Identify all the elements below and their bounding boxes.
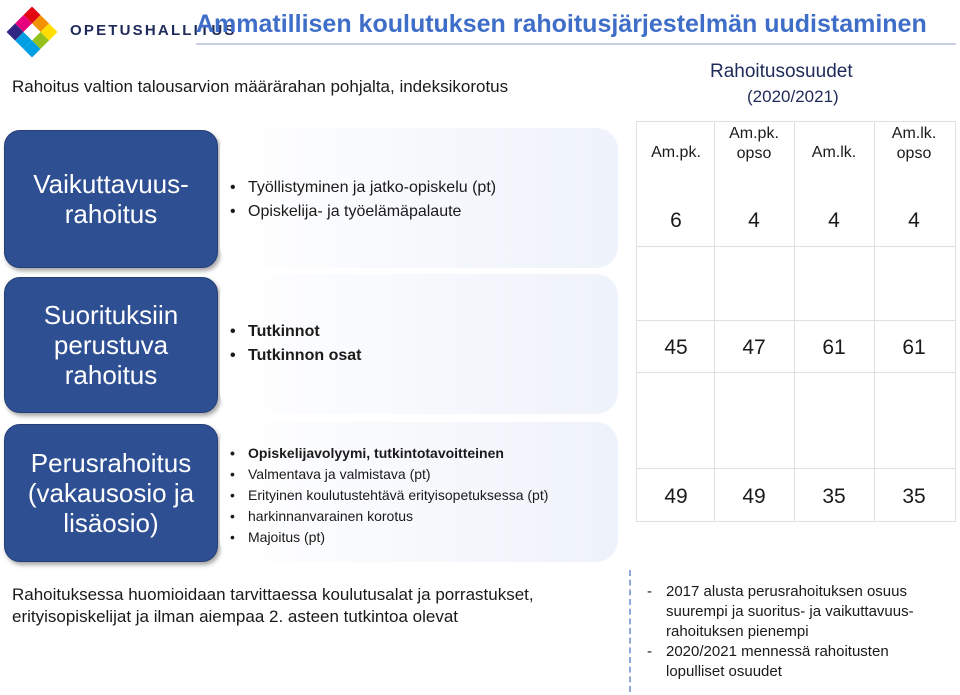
table-cell: 4 — [828, 209, 840, 232]
column-header-line: Am.lk. — [891, 125, 937, 142]
table-gridline — [636, 121, 637, 521]
table-cell: 61 — [902, 336, 926, 359]
table-cell: 35 — [822, 485, 846, 508]
table-cell: 35 — [902, 485, 926, 508]
category-label-line: rahoitus — [64, 199, 158, 229]
list-item-line: lopulliset osuudet — [666, 663, 782, 680]
table-gridline — [636, 320, 956, 321]
column-header-line: opso — [736, 145, 772, 162]
list-item: • Opiskelija- ja työelämäpalaute — [230, 200, 496, 224]
list-item-line: suurempi ja suoritus- ja vaikuttavuus- — [666, 603, 914, 620]
opetushallitus-logo-icon — [4, 4, 60, 60]
category-label-line: Perusrahoitus — [30, 448, 192, 478]
footer-note-line: Rahoituksessa huomioidaan tarvittaessa koulutusalat ja porrastukset, — [12, 585, 534, 604]
table-gridline — [636, 468, 956, 469]
category-label-line: perustuva — [53, 330, 169, 360]
list-item: • Tutkinnon osat — [230, 344, 361, 368]
list-item: • harkinnanvarainen korotus — [230, 506, 548, 527]
footer-note-line: erityisopiskelijat ja ilman aiempaa 2. asteen tutkintoa olevat — [12, 607, 459, 626]
shares-years: (2020/2021) — [747, 87, 839, 106]
table-gridline — [955, 121, 956, 521]
table-cell: 45 — [664, 336, 688, 359]
list-item-line: - 2020/2021 mennessä rahoitusten — [666, 643, 889, 660]
table-cell: 61 — [822, 336, 846, 359]
category-label-line: (vakausosio ja — [27, 478, 195, 508]
table-gridline — [874, 121, 875, 521]
column-header — [638, 143, 714, 163]
table-cell: 4 — [748, 209, 760, 232]
category-label-line: rahoitus — [64, 360, 158, 390]
category-label-line: Suorituksiin — [43, 300, 179, 330]
table-gridline — [636, 521, 956, 522]
list-item: • Tutkinnot — [230, 320, 361, 344]
footer-note — [12, 584, 534, 628]
column-header — [876, 124, 952, 164]
table-gridline — [636, 121, 956, 122]
category-label-line: Vaikuttavuus- — [33, 169, 189, 199]
category-box-perusrahoitus — [4, 424, 218, 562]
column-header-line: Am.lk. — [811, 144, 857, 161]
org-name: OPETUSHALLITUS — [70, 22, 237, 39]
list-item: • Opiskelijavolyymi, tutkintotavoitteinen — [230, 443, 548, 464]
category-box-suoritukset — [4, 277, 218, 413]
list-item-line: rahoituksen pienempi — [666, 623, 809, 640]
list-item — [647, 582, 914, 642]
title-underline — [196, 43, 956, 45]
subtitle: Rahoitus valtion talousarvion määrärahan pohjalta, indeksikorotus — [12, 77, 509, 96]
list-item — [647, 642, 914, 682]
column-header — [796, 143, 872, 163]
description-panel-suoritukset — [220, 274, 618, 414]
column-header-line: opso — [896, 145, 932, 162]
list-item-line: - 2017 alusta perusrahoituksen osuus — [666, 583, 907, 600]
shares-title: Rahoitusosuudet — [710, 61, 853, 82]
footer-divider — [629, 570, 631, 692]
table-gridline — [636, 246, 956, 247]
column-header — [716, 124, 792, 164]
list-item: • Erityinen koulutustehtävä erityisopetuksessa (pt) — [230, 485, 548, 506]
table-cell: 6 — [670, 209, 682, 232]
description-panel-vaikuttavuus — [220, 128, 618, 268]
column-header-line: Am.pk. — [729, 125, 779, 142]
table-cell: 49 — [742, 485, 766, 508]
table-cell: 4 — [908, 209, 920, 232]
table-cell: 49 — [664, 485, 688, 508]
table-gridline — [714, 121, 715, 521]
footer-notes-list — [647, 582, 914, 682]
category-label-line: lisäosio) — [63, 508, 159, 538]
table-cell: 47 — [742, 336, 766, 359]
table-gridline — [636, 372, 956, 373]
category-box-vaikuttavuus — [4, 130, 218, 268]
description-panel-perusrahoitus — [220, 422, 618, 562]
column-header-line: Am.pk. — [651, 144, 701, 161]
table-gridline — [794, 121, 795, 521]
page-title: Ammatillisen koulutuksen rahoitusjärjestelmän uudistaminen — [196, 10, 927, 38]
list-item: • Valmentava ja valmistava (pt) — [230, 464, 548, 485]
list-item: • Työllistyminen ja jatko-opiskelu (pt) — [230, 176, 496, 200]
list-item: • Majoitus (pt) — [230, 527, 548, 548]
